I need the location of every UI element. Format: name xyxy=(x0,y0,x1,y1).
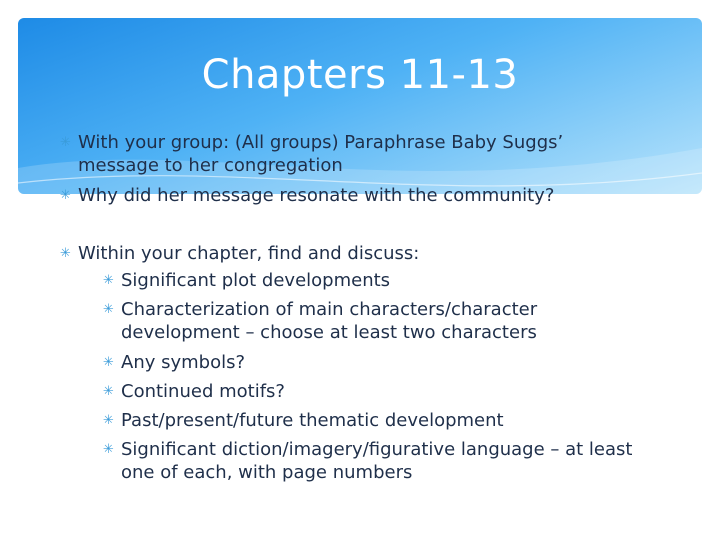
sub-bullet-item xyxy=(103,438,661,484)
bullet-text: With your group: (All groups) Paraphrase Baby Suggs’ message to her congregation xyxy=(78,132,564,176)
asterisk-bullet-icon: ✳ xyxy=(103,384,114,399)
bullet-text: Why did her message resonate with the community? xyxy=(78,185,555,206)
sub-bullet-text: Significant plot developments xyxy=(121,270,391,291)
bullet-text: Within your chapter, find and discuss: xyxy=(78,243,420,264)
sub-bullet-item xyxy=(103,380,661,403)
asterisk-bullet-icon: ✳ xyxy=(103,442,114,457)
asterisk-bullet-icon: ✳ xyxy=(60,135,71,150)
sub-bullet-text: Continued motifs? xyxy=(121,381,285,402)
sub-bullet-text: Significant diction/imagery/figurative language – at least one of each, with page numbers xyxy=(121,439,633,483)
bullet-item xyxy=(60,184,638,207)
asterisk-bullet-icon: ✳ xyxy=(60,188,71,203)
slide-title: Chapters 11-13 xyxy=(201,52,519,98)
asterisk-bullet-icon: ✳ xyxy=(60,246,71,261)
asterisk-bullet-icon: ✳ xyxy=(103,355,114,370)
sub-bullet-text: Past/present/future thematic development xyxy=(121,410,504,431)
bullet-item xyxy=(60,131,638,177)
asterisk-bullet-icon: ✳ xyxy=(103,413,114,428)
sub-bullet-item xyxy=(103,298,661,344)
sub-bullet-text: Any symbols? xyxy=(121,352,246,373)
bullet-item xyxy=(60,242,638,265)
asterisk-bullet-icon: ✳ xyxy=(103,273,114,288)
asterisk-bullet-icon: ✳ xyxy=(103,302,114,317)
sub-bullet-item xyxy=(103,409,661,432)
sub-bullet-item xyxy=(103,351,661,374)
sub-bullet-text: Characterization of main characters/character development – choose at least two characters xyxy=(121,299,538,343)
sub-bullet-item xyxy=(103,269,661,292)
